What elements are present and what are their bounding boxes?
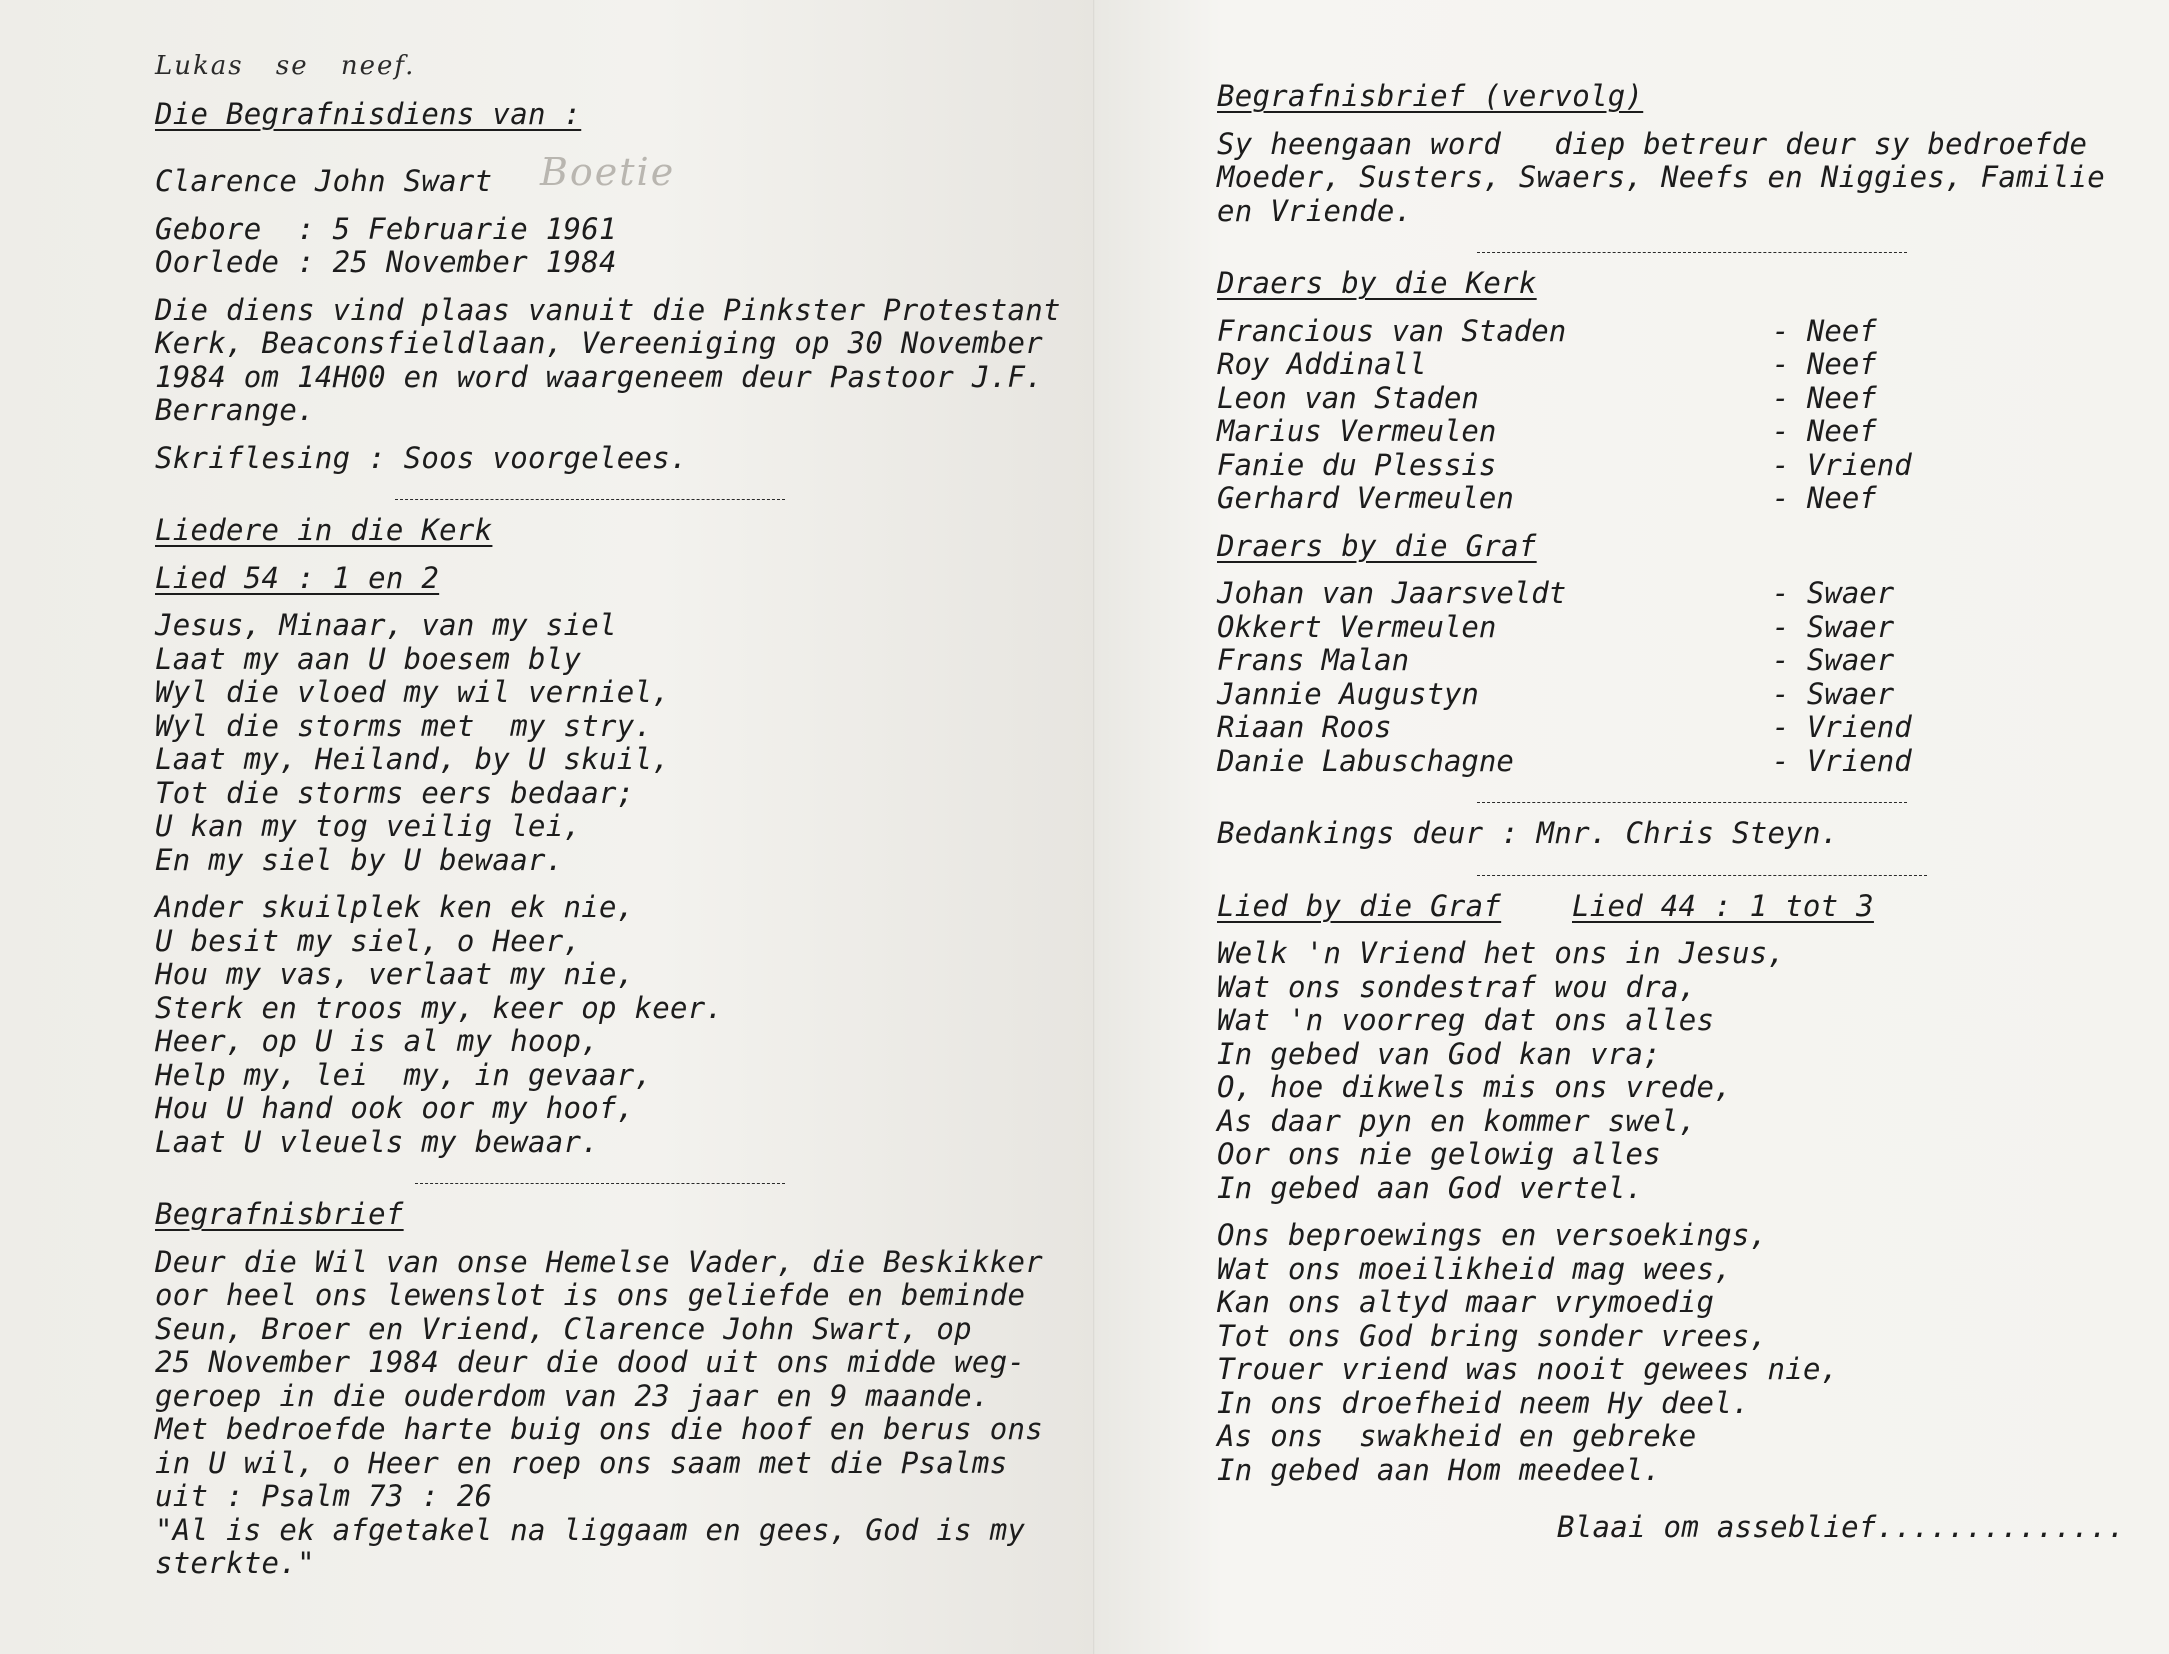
funeral-letter-continued: Sy heengaan word diep betreur deur sy bedroefde Moeder, Susters, Swaers, Neefs en Niggies, Familie en Vriende.: [1217, 126, 2105, 228]
letter-heading: Begrafnisbrief: [155, 1197, 404, 1231]
grave-song-heading: Lied by die Graf: [1217, 888, 1502, 923]
list-item: Johan van Jaarsveldt - Swaer: [1217, 576, 1895, 610]
right-page: [1095, 0, 2169, 1654]
grave-bearers-list: [1217, 577, 2149, 778]
list-item: Riaan Roos - Vriend: [1217, 710, 1912, 744]
letter-continued-heading: Begrafnisbrief (vervolg): [1217, 79, 1644, 113]
song-reference: Lied 54 : 1 en 2: [155, 560, 440, 595]
list-item: Roy Addinall - Neef: [1217, 347, 1877, 381]
handwritten-note: Lukas se neef.: [155, 51, 416, 81]
grave-song-reference: Lied 44 : 1 tot 3: [1572, 888, 1874, 923]
handwritten-nickname: Boetie: [540, 150, 676, 194]
church-bearers-list: [1217, 315, 2149, 516]
list-item: Francious van Staden - Neef: [1217, 313, 1877, 348]
hymn-verse-2: Ander skuilplek ken ek nie, U besit my siel, o Heer, Hou my vas, verlaat my nie, Sterk en troos my, keer op keer. Heer, op U is al my hoop, Help my, lei my, in gevaar, Hou U hand ook oor my hoof, Laat U vleuels my bewaar.: [155, 890, 724, 1159]
funeral-letter: Deur die Wil van onse Hemelse Vader, die Beskikker oor heel ons lewenslot is ons geliefde en beminde Seun, Broer en Vriend, Clarence John Swart, op 25 November 1984 deur die dood uit ons midde weg- geroep in die ouderdom van 23 jaar en 9 maande. Met bedroefde harte buig ons die hoof en berus ons in U wil, o Heer en roep ons saam met die Psalms uit : Psalm 73 : 26 "Al is ek afgetakel na liggaam en gees, God is my sterkte.": [155, 1244, 1043, 1580]
grave-hymn-verse-1: Welk 'n Vriend het ons in Jesus, Wat ons sondestraf wou dra, Wat 'n voorreg dat ons alles In gebed van God kan vra; O, hoe dikwels mis ons vrede, As daar pyn en kommer swel, Oor ons nie gelowig alles In gebed aan God vertel.: [1217, 936, 1786, 1205]
list-item: Jannie Augustyn - Swaer: [1217, 676, 1895, 711]
church-bearers-heading: Draers by die Kerk: [1217, 266, 1537, 300]
service-title: Die Begrafnisdiens van :: [155, 96, 582, 131]
thanks-line: Bedankings deur : Mnr. Chris Steyn.: [1217, 816, 1839, 850]
list-item: Frans Malan - Swaer: [1217, 643, 1895, 677]
birth-date: Gebore : 5 Februarie 1961: [155, 211, 617, 246]
list-item: Leon van Staden - Neef: [1217, 380, 1877, 415]
hymn-verse-1: Jesus, Minaar, van my siel Laat my aan U boesem bly Wyl die vloed my wil verniel, Wyl die storms met my stry. Laat my, Heiland, by U skuil, Tot die storms eers bedaar; U kan my tog veilig lei, En my siel by U bewaar.: [155, 608, 671, 877]
turn-over-note: Blaai om asseblief..............: [1557, 1510, 2126, 1544]
death-date: Oorlede : 25 November 1984: [155, 245, 617, 279]
grave-bearers-heading: Draers by die Graf: [1217, 528, 1537, 563]
songs-heading: Liedere in die Kerk: [155, 513, 493, 547]
service-details: Die diens vind plaas vanuit die Pinkster Protestant Kerk, Beaconsfieldlaan, Vereeniging op 30 November 1984 om 14H00 en word waargeneem deur Pastoor J.F. Berrange.: [155, 292, 1061, 427]
grave-hymn-verse-2: Ons beproewings en versoekings, Wat ons moeilikheid mag wees, Kan ons altyd maar vrymoedig Tot ons God bring sonder vrees, Trouer vriend was nooit gewees nie, In ons droefheid neem Hy deel. As ons swakheid en gebreke In gebed aan Hom meedeel.: [1217, 1218, 1839, 1487]
list-item: Fanie du Plessis - Vriend: [1217, 447, 1912, 482]
list-item: Gerhard Vermeulen - Neef: [1217, 481, 1877, 515]
list-item: Marius Vermeulen - Neef: [1217, 414, 1877, 448]
grave-song-header: [1217, 890, 2149, 924]
list-item: Danie Labuschagne - Vriend: [1217, 743, 1912, 778]
scripture-reading: Skriflesing : Soos voorgelees.: [155, 440, 688, 475]
deceased-name: Clarence John Swart: [155, 164, 493, 198]
list-item: Okkert Vermeulen - Swaer: [1217, 609, 1895, 644]
